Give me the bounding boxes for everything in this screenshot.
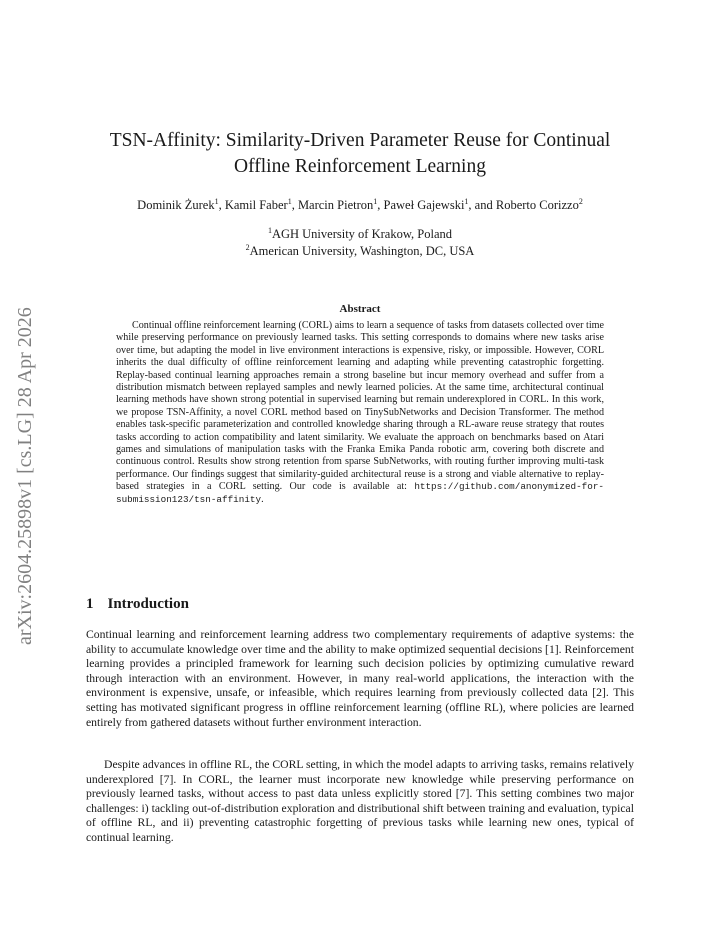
affiliation-2: $^2$American University, Washington, DC, USA <box>245 242 475 258</box>
abstract-heading: Abstract <box>339 303 381 315</box>
section-number: 1 <box>86 596 94 612</box>
title-line-1: TSN-Affinity: Similarity-Driven Parameter Reuse for Continual <box>109 130 611 151</box>
affiliation-1: $^1$AGH University of Krakow, Poland <box>267 225 453 241</box>
arxiv-identifier: arXiv:2604.25898v1 [cs.LG] 28 Apr 2026 <box>14 307 36 645</box>
section-heading <box>86 596 189 613</box>
author: Kamil Faber$^1$ <box>224 196 292 212</box>
author: Dominik Żurek$^1$ <box>137 196 219 212</box>
abstract-body: Continual offline reinforcement learning (CORL) aims to learn a sequence of tasks from datasets collected over time while preserving performance on previously learned tasks. This setting corresponds to domains where new tasks arise over time, but adapting the model in live environment interactions is expensive, risky, or impossible. However, CORL inherits the dual difficulty of offline reinforcement learning and adapting while preventing catastrophic forgetting. Replay-based continual learning approaches remain a strong baseline but incur memory overhead and suffer from a distribution mismatch between replayed samples and newly learned policies. At the same time, architectural continual learning methods have shown strong potential in supervised learning but remain underexplored in CORL. In this work, we propose TSN-Affinity, a novel CORL method based on TinySubNetworks and Decision Transformer. The method enables task-specific parameterization and controlled knowledge sharing through a RL-aware reuse strategy that routes tasks according to action compatibility and latent similarity. We evaluate the approach on benchmarks based on Atari games and simulations of manipulation tasks with the Franka Emika Panda robotic arm, covering both discrete and continuous control. Results show strong retention from sparse SubNetworks, with routing further improving multi-task performance. Our findings suggest that similarity-guided architectural reuse is a strong and viable alternative to replay-based strategies in a CORL setting. Our code is available at: https://github.com/anonymized-for-submission123/tsn-affinity. <box>116 320 604 505</box>
section-title: Introduction <box>107 596 189 612</box>
author: Marcin Pietron$^1$ <box>297 196 378 212</box>
author-list: Dominik Żurek$^1$, Kamil Faber$^1$, Marcin Pietron$^1$, Paweł Gajewski$^1$, and Roberto Corizzo$^2$ <box>137 196 583 212</box>
title-line-2: Offline Reinforcement Learning <box>234 156 486 177</box>
code-link[interactable]: https://github.com/anonymized-for-submission123/tsn-affinity <box>116 481 604 505</box>
paragraph: Continual learning and reinforcement learning address two complementary requirements of adaptive systems: the ability to accumulate knowledge over time and the ability to make optimized sequential decisions [1]. Reinforcement learning provides a principled framework for learning such decision policies by optimizing cumulative reward through interaction with an environment. However, in many real-world applications, the interaction with the environment is expensive, unsafe, or infeasible, which requires learning from previously collected data [2]. This setting has motivated significant progress in offline reinforcement learning (offline RL), where policies are learned entirely from gathered datasets without further environment interaction. <box>86 628 634 729</box>
paragraph: Despite advances in offline RL, the CORL setting, in which the model adapts to arriving tasks, remains relatively underexplored [7]. In CORL, the learner must incorporate new knowledge while preserving performance on previously learned tasks, without access to past data unless explicitly stored [7]. This setting combines two major challenges: i) tackling out-of-distribution exploration and distributional shift between training and evaluation, typical of offline RL, and ii) preventing catastrophic forgetting of previous tasks while learning new ones, typical of continual learning. <box>86 758 634 844</box>
paper-title <box>60 128 660 180</box>
author: Roberto Corizzo$^2$ <box>495 196 583 212</box>
author: Paweł Gajewski$^1$ <box>383 196 469 212</box>
arxiv-sidebar <box>10 260 50 645</box>
